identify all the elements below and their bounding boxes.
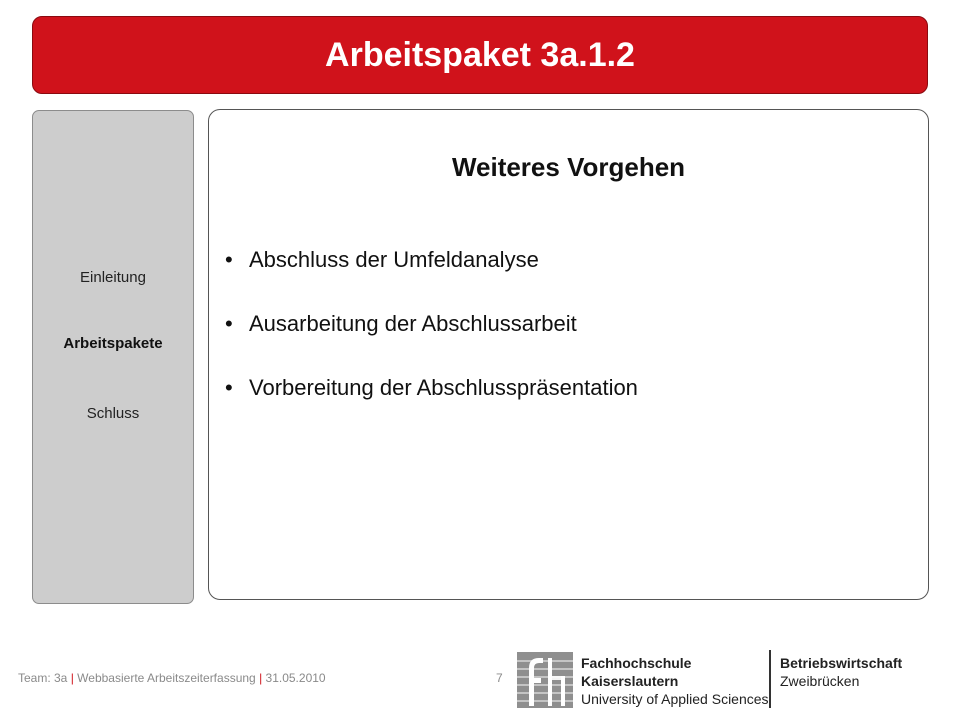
nav-item-arbeitspakete[interactable]: Arbeitspakete	[63, 335, 163, 352]
nav-item-einleitung[interactable]: Einleitung	[80, 269, 146, 286]
slide-title: Arbeitspaket 3a.1.2	[325, 35, 635, 74]
school-name-line3: University of Applied Sciences	[581, 691, 769, 707]
bullet-item: • Abschluss der Umfeldanalyse	[225, 246, 638, 310]
content-panel	[208, 109, 929, 600]
school-name-line1: Fachhochschule	[581, 655, 692, 671]
school-name	[581, 654, 769, 708]
footer-separator: |	[70, 671, 74, 685]
fh-logo-icon	[517, 652, 573, 708]
bullet-list	[225, 246, 638, 438]
content-heading: Weiteres Vorgehen	[451, 152, 686, 182]
department-name	[780, 654, 902, 690]
logo-divider	[769, 650, 771, 708]
bullet-item: • Vorbereitung der Abschlusspräsentation	[225, 374, 638, 438]
slide-title-bar	[32, 16, 928, 94]
footer-text	[18, 671, 326, 685]
department-line1: Betriebswirtschaft	[780, 655, 903, 671]
page-number: 7	[496, 671, 503, 685]
fh-logo-graphic	[517, 652, 573, 708]
nav-item-schluss[interactable]: Schluss	[86, 405, 140, 422]
footer-project: Webbasierte Arbeitszeiterfassung	[77, 671, 256, 685]
navigation-panel	[32, 110, 194, 604]
department-line2: Zweibrücken	[780, 673, 860, 689]
footer-date: 31.05.2010	[265, 671, 326, 685]
bullet-item: • Ausarbeitung der Abschlussarbeit	[225, 310, 638, 374]
footer-team: Team: 3a	[18, 671, 68, 685]
school-name-line2: Kaiserslautern	[581, 673, 679, 689]
footer-separator: |	[259, 671, 263, 685]
